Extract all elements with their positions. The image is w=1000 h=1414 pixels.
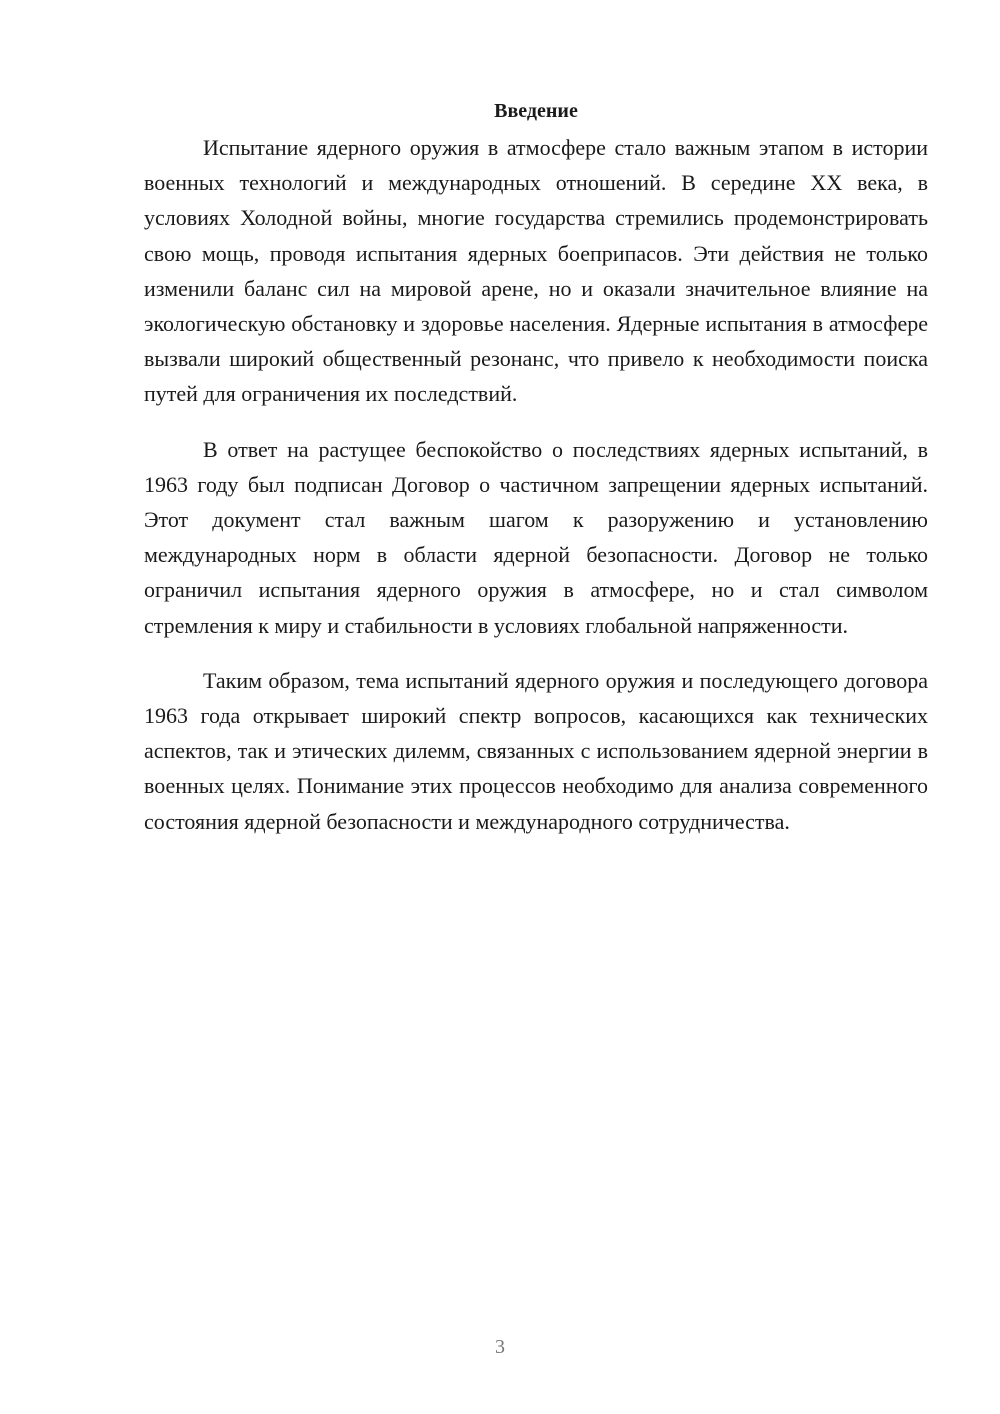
paragraph-2: В ответ на растущее беспокойство о последствиях ядерных испытаний, в 1963 году был подписан Договор о частичном запрещении ядерных испытаний. Этот документ стал важным шагом к разоружению и установлению международных норм в области ядерной безопасности. Договор не только ограничил испытания ядерного оружия в атмосфере, но и стал символом стремления к миру и стабильности в условиях глобальной напряженности. bbox=[144, 436, 928, 638]
paragraph-1: Испытание ядерного оружия в атмосфере стало важным этапом в истории военных технологий и международных отношений. В середине XX века, в условиях Холодной войны, многие государства стремились продемонстрировать свою мощь, проводя испытания ядерных боеприпасов. Эти действия не только изменили баланс сил на мировой арене, но и оказали значительное влияние на экологическую обстановку и здоровье населения. Ядерные испытания в атмосфере вызвали широкий общественный резонанс, что привело к необходимости поиска путей для ограничения их последствий. bbox=[144, 135, 928, 407]
page-number: 3 bbox=[495, 1336, 505, 1358]
section-title: Введение bbox=[494, 100, 578, 122]
paragraph-3: Таким образом, тема испытаний ядерного оружия и последующего договора 1963 года открывает широкий спектр вопросов, касающихся как технических аспектов, так и этических дилемм, связанных с использованием ядерной энергии в военных целях. Понимание этих процессов необходимо для анализа современного состояния ядерной безопасности и международного сотрудничества. bbox=[144, 667, 928, 834]
page-content bbox=[144, 96, 928, 839]
